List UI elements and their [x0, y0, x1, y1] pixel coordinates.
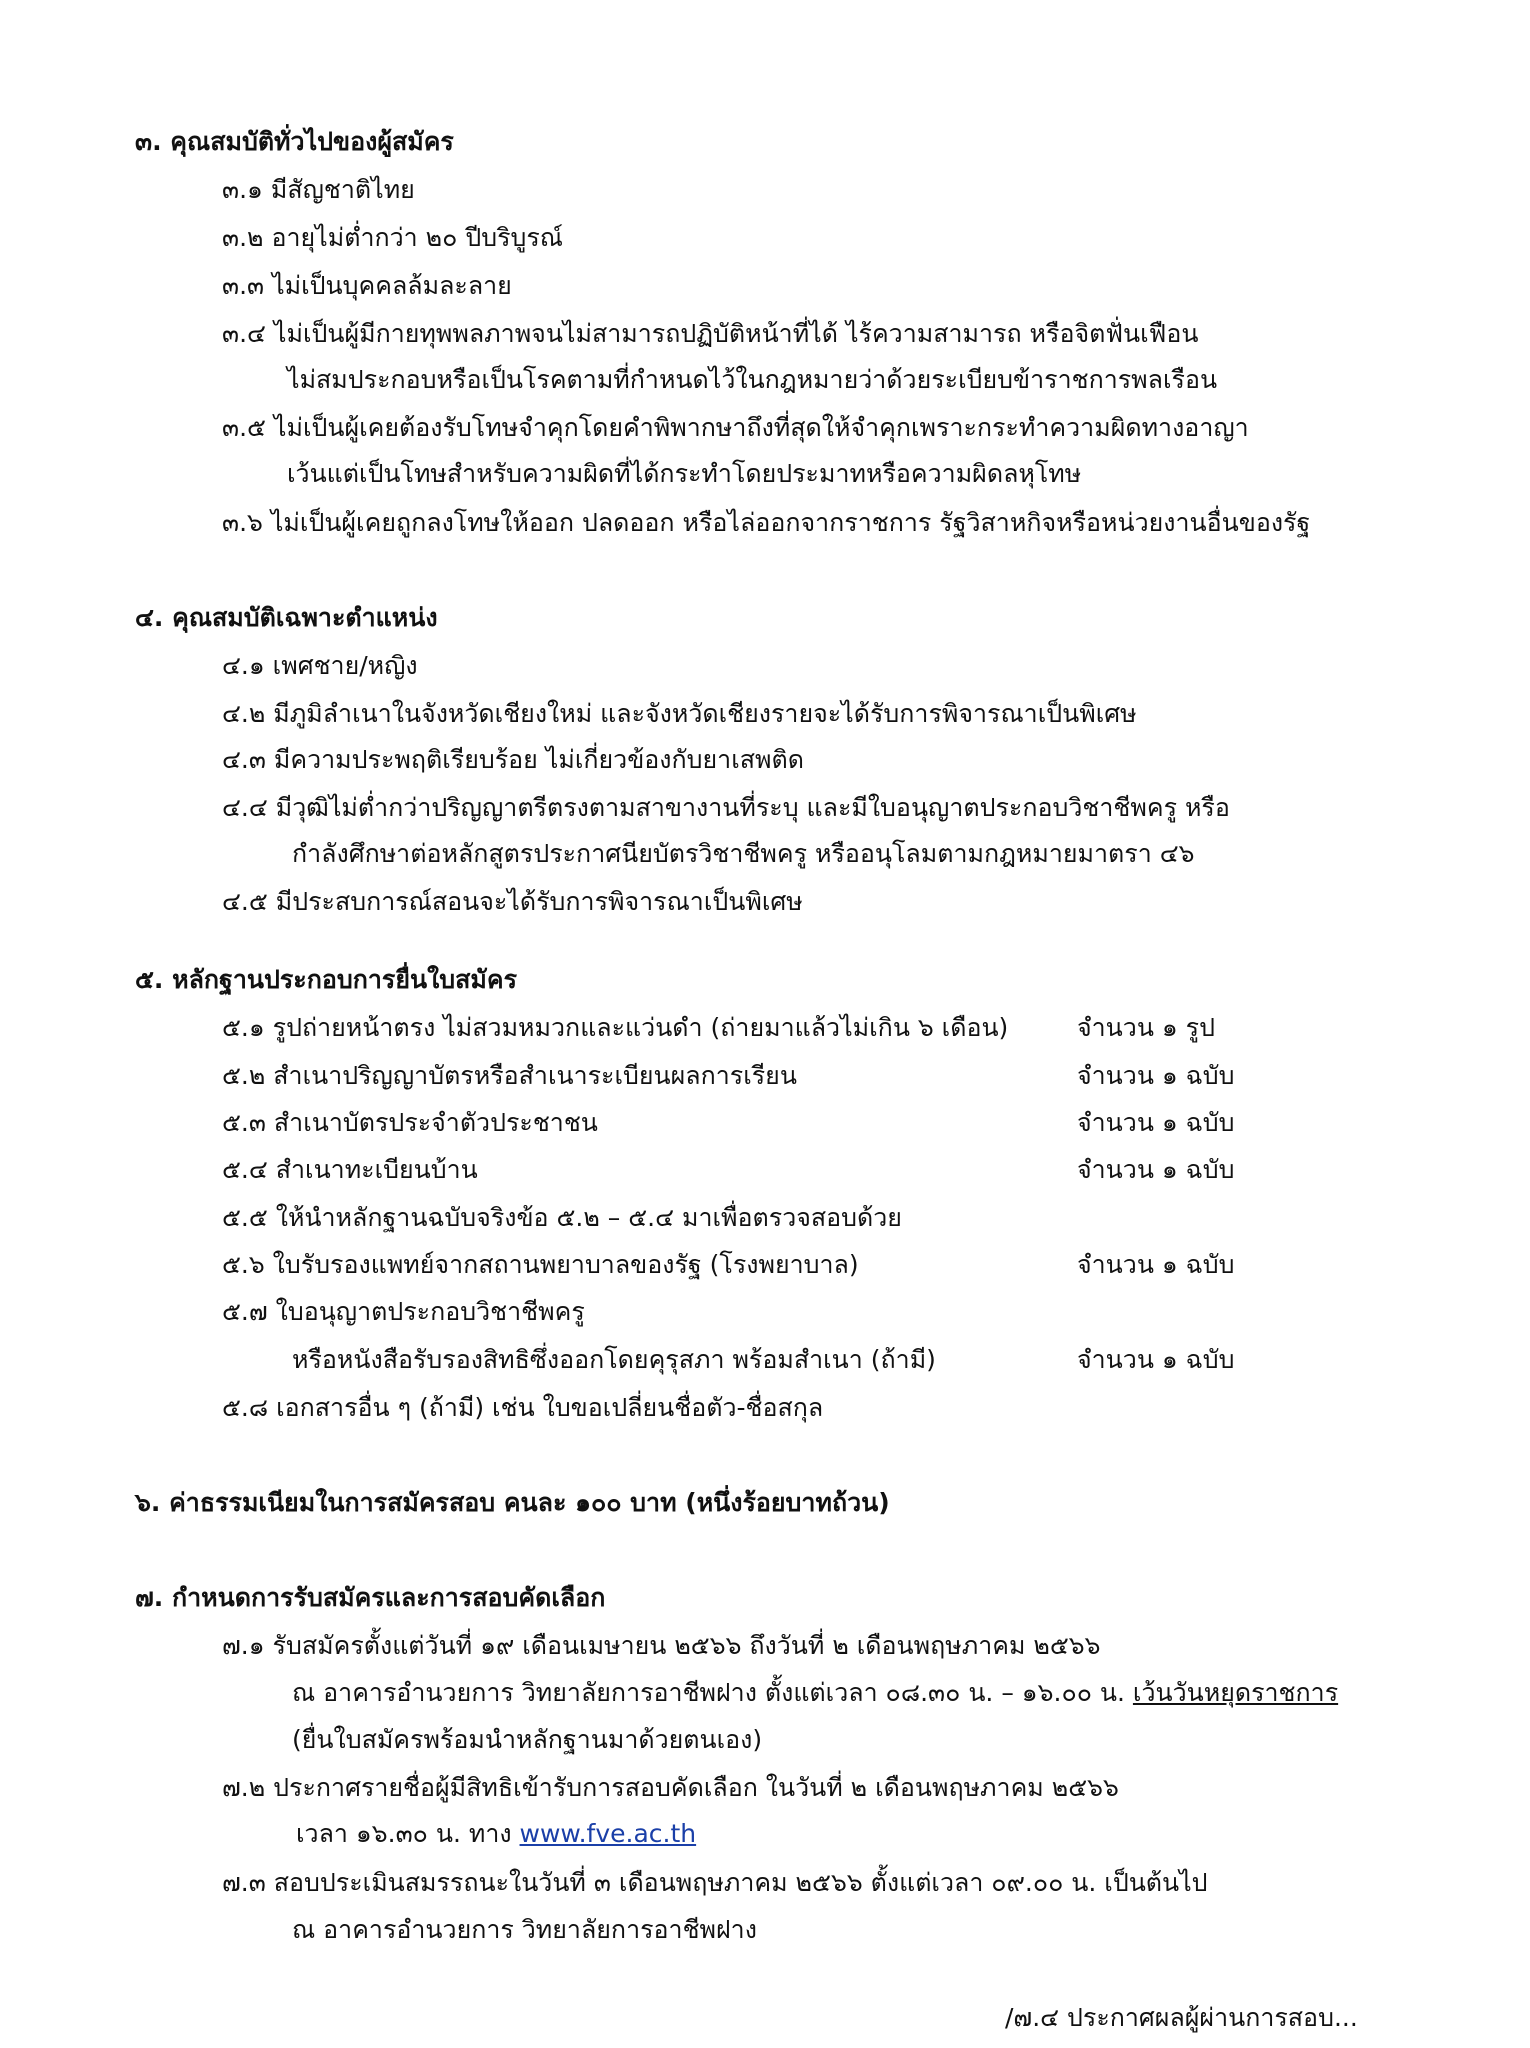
continuation-note: /๗.๔ ประกาศผลผู้ผ่านการสอบ... — [1005, 2003, 1358, 2032]
item-7-1: ๗.๑ รับสมัครตั้งแต่วันที่ ๑๙ เดือนเมษายน ๒๕๖๖ ถึงวันที่ ๒ เดือนพฤษภาคม ๒๕๖๖ — [222, 1631, 1101, 1660]
item-7-3: ๗.๓ สอบประเมินสมรรถนะในวันที่ ๓ เดือนพฤษภาคม ๒๕๖๖ ตั้งแต่เวลา ๐๙.๐๐ น. เป็นต้นไป — [222, 1868, 1208, 1897]
item-7-1-cont — [292, 1675, 1338, 1715]
item-5-1-quantity: จำนวน ๑ รูป — [1077, 1013, 1215, 1042]
item-5-1: ๕.๑ รูปถ่ายหน้าตรง ไม่สวมหมวกและแว่นดำ (ถ่ายมาแล้วไม่เกิน ๖ เดือน) — [222, 1013, 1009, 1042]
item-5-3: ๕.๓ สำเนาบัตรประจำตัวประชาชน — [222, 1108, 598, 1137]
item-5-3-quantity: จำนวน ๑ ฉบับ — [1077, 1108, 1235, 1137]
item-7-2-time: เวลา ๑๖.๓๐ น. ทาง — [296, 1819, 512, 1848]
website-link[interactable]: www.fve.ac.th — [519, 1819, 697, 1848]
item-3-5-cont: เว้นแต่เป็นโทษสำหรับความผิดที่ได้กระทำโดยประมาทหรือความผิดลหุโทษ — [287, 459, 1082, 488]
item-3-2: ๓.๒ อายุไม่ต่ำกว่า ๒๐ ปีบริบูรณ์ — [222, 223, 563, 252]
item-3-4-cont: ไม่สมประกอบหรือเป็นโรคตามที่กำหนดไว้ในกฎหมายว่าด้วยระเบียบข้าราชการพลเรือน — [287, 365, 1218, 394]
item-4-4-cont: กำลังศึกษาต่อหลักสูตรประกาศนียบัตรวิชาชีพครู หรืออนุโลมตามกฎหมายมาตรา ๔๖ — [292, 839, 1195, 868]
section-3-heading: ๓. คุณสมบัติทั่วไปของผู้สมัคร — [135, 127, 454, 156]
item-4-1: ๔.๑ เพศชาย/หญิง — [222, 651, 418, 680]
item-3-6: ๓.๖ ไม่เป็นผู้เคยถูกลงโทษให้ออก ปลดออก หรือไล่ออกจากราชการ รัฐวิสาหกิจหรือหน่วยงานอื่นของรัฐ — [222, 508, 1311, 537]
section-7-heading: ๗. กำหนดการรับสมัครและการสอบคัดเลือก — [135, 1583, 606, 1612]
item-5-8: ๕.๘ เอกสารอื่น ๆ (ถ้ามี) เช่น ใบขอเปลี่ยนชื่อตัว-ชื่อสกุล — [222, 1393, 824, 1422]
item-3-1: ๓.๑ มีสัญชาติไทย — [222, 175, 415, 204]
item-3-5: ๓.๕ ไม่เป็นผู้เคยต้องรับโทษจำคุกโดยคำพิพากษาถึงที่สุดให้จำคุกเพราะกระทำความผิดทางอาญา — [222, 413, 1249, 442]
item-4-4: ๔.๔ มีวุฒิไม่ต่ำกว่าปริญญาตรีตรงตามสาขางานที่ระบุ และมีใบอนุญาตประกอบวิชาชีพครู หรือ — [222, 793, 1230, 822]
item-3-4: ๓.๔ ไม่เป็นผู้มีกายทุพพลภาพจนไม่สามารถปฏิบัติหน้าที่ได้ ไร้ความสามารถ หรือจิตฟั่นเฟือน — [222, 319, 1199, 348]
item-5-4-quantity: จำนวน ๑ ฉบับ — [1077, 1155, 1235, 1184]
item-4-3: ๔.๓ มีความประพฤติเรียบร้อย ไม่เกี่ยวข้องกับยาเสพติด — [222, 745, 804, 774]
item-7-1-note: (ยื่นใบสมัครพร้อมนำหลักฐานมาด้วยตนเอง) — [292, 1725, 763, 1754]
item-4-5: ๔.๕ มีประสบการณ์สอนจะได้รับการพิจารณาเป็นพิเศษ — [222, 887, 803, 916]
item-7-1-holiday-note: เว้นวันหยุดราชการ — [1132, 1678, 1339, 1707]
item-7-2-cont — [296, 1816, 696, 1856]
item-7-1-location: ณ อาคารอำนวยการ วิทยาลัยการอาชีพฝาง ตั้งแต่เวลา ๐๘.๓๐ น. – ๑๖.๐๐ น. — [292, 1678, 1125, 1707]
item-7-3-cont: ณ อาคารอำนวยการ วิทยาลัยการอาชีพฝาง — [292, 1915, 757, 1944]
item-5-2: ๕.๒ สำเนาปริญญาบัตรหรือสำเนาระเบียนผลการเรียน — [222, 1061, 797, 1090]
item-5-7-cont: หรือหนังสือรับรองสิทธิซึ่งออกโดยคุรุสภา พร้อมสำเนา (ถ้ามี) — [292, 1345, 936, 1374]
item-3-3: ๓.๓ ไม่เป็นบุคคลล้มละลาย — [222, 271, 512, 300]
item-5-6-quantity: จำนวน ๑ ฉบับ — [1077, 1250, 1235, 1279]
section-5-heading: ๕. หลักฐานประกอบการยื่นใบสมัคร — [135, 965, 518, 994]
item-5-4: ๕.๔ สำเนาทะเบียนบ้าน — [222, 1155, 478, 1184]
item-5-7-quantity: จำนวน ๑ ฉบับ — [1077, 1345, 1235, 1374]
item-5-5: ๕.๕ ให้นำหลักฐานฉบับจริงข้อ ๕.๒ – ๕.๔ มาเพื่อตรวจสอบด้วย — [222, 1203, 902, 1232]
item-5-7: ๕.๗ ใบอนุญาตประกอบวิชาชีพครู — [222, 1297, 585, 1326]
item-5-2-quantity: จำนวน ๑ ฉบับ — [1077, 1061, 1235, 1090]
section-6-heading: ๖. ค่าธรรมเนียมในการสมัครสอบ คนละ ๑๐๐ บาท (หนึ่งร้อยบาทถ้วน) — [135, 1488, 890, 1517]
item-4-2: ๔.๒ มีภูมิลำเนาในจังหวัดเชียงใหม่ และจังหวัดเชียงรายจะได้รับการพิจารณาเป็นพิเศษ — [222, 699, 1137, 728]
item-5-6: ๕.๖ ใบรับรองแพทย์จากสถานพยาบาลของรัฐ (โรงพยาบาล) — [222, 1250, 859, 1279]
item-7-2: ๗.๒ ประกาศรายชื่อผู้มีสิทธิเข้ารับการสอบคัดเลือก ในวันที่ ๒ เดือนพฤษภาคม ๒๕๖๖ — [222, 1773, 1119, 1802]
section-4-heading: ๔. คุณสมบัติเฉพาะตำแหน่ง — [135, 603, 438, 632]
